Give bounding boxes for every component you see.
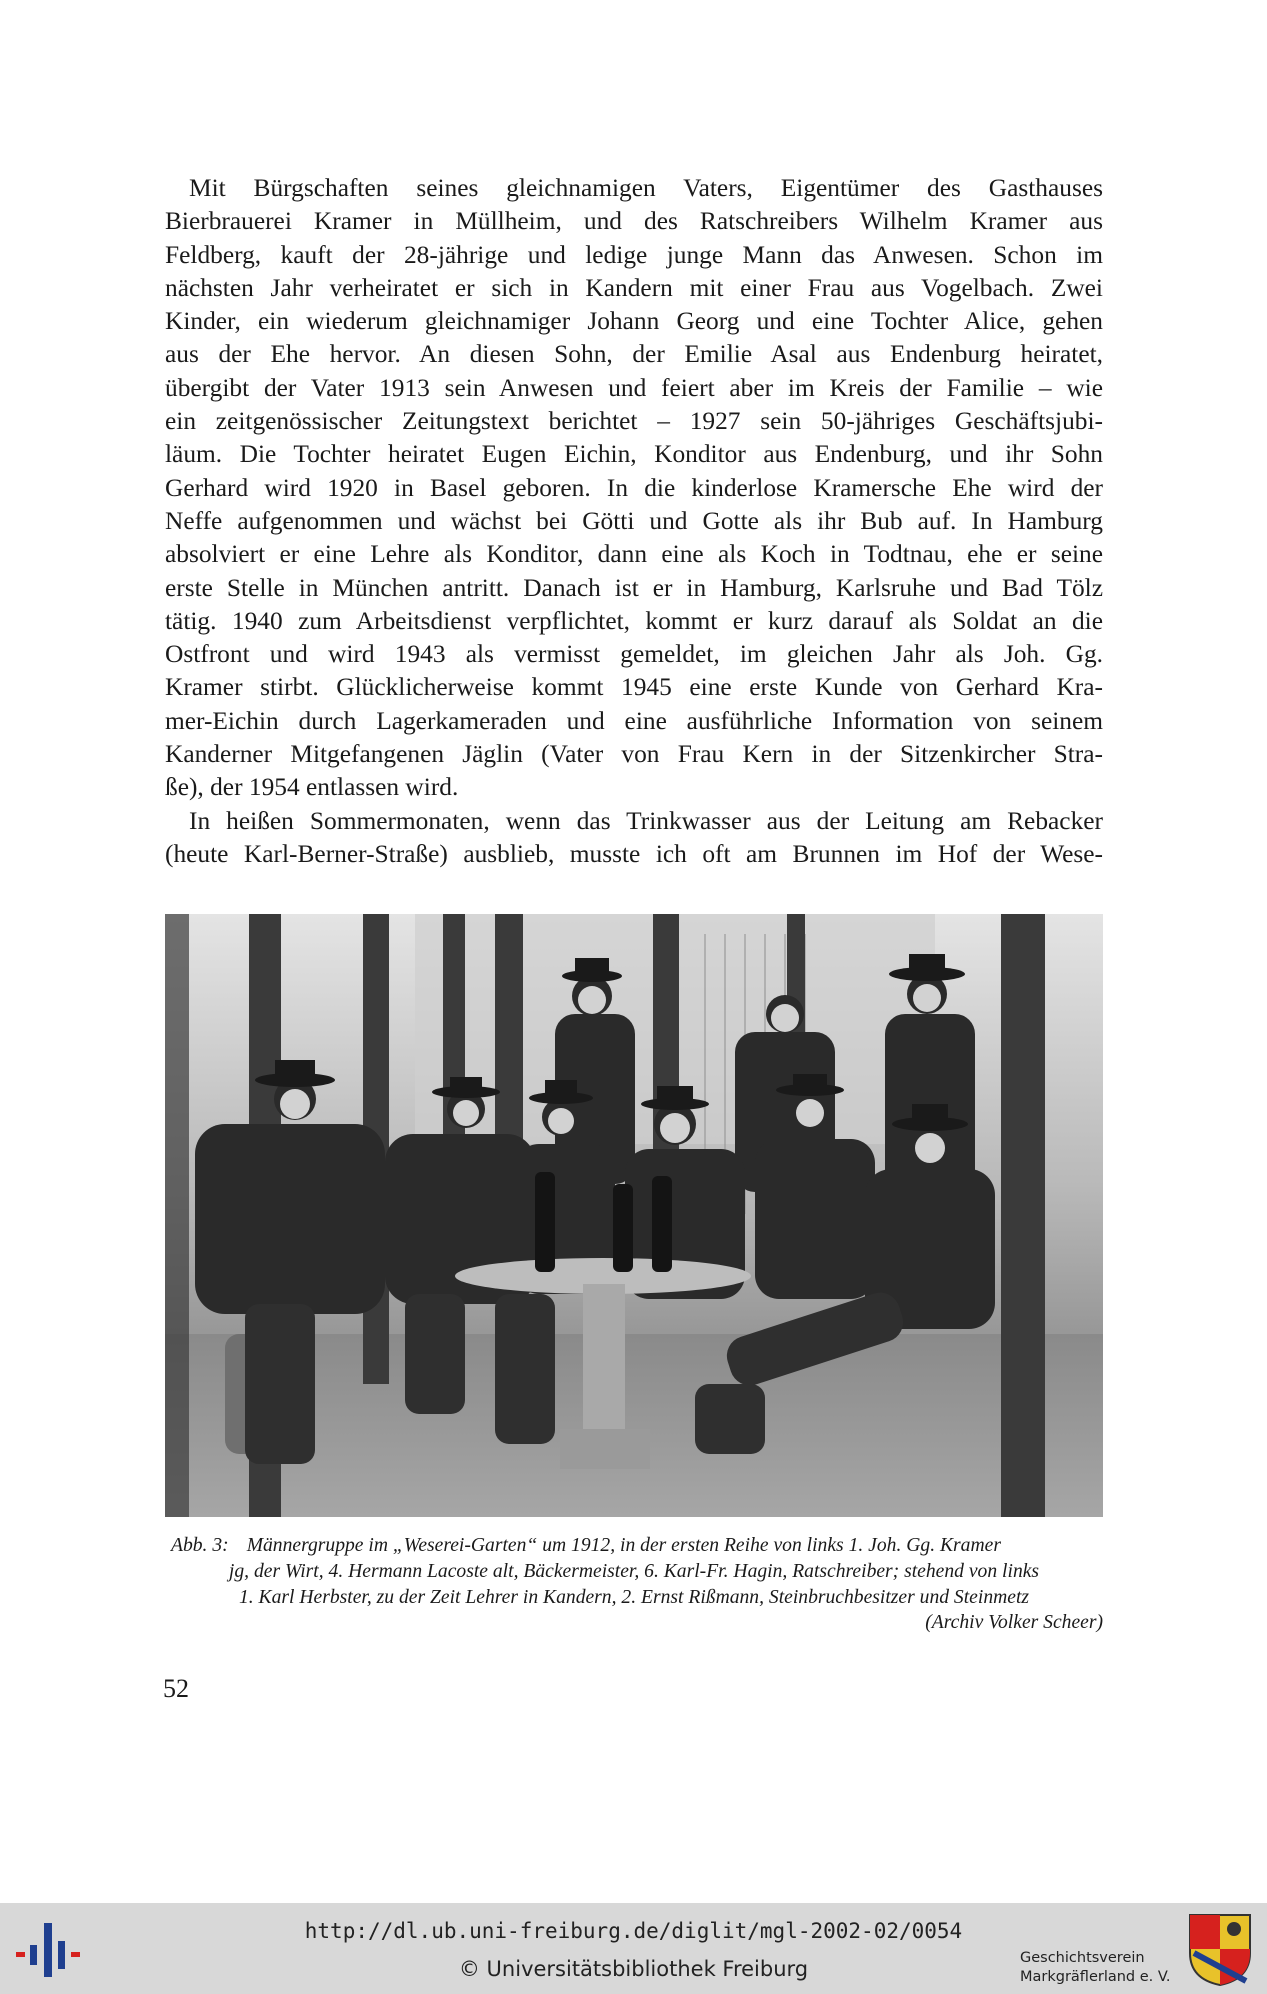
- society-name: [1020, 1949, 1180, 1987]
- text-line: Neffe aufgenommen und wächst bei Götti und Gotte als ihr Bub auf. In Hamburg: [165, 506, 1103, 535]
- document-url-link[interactable]: http://dl.ub.uni-freiburg.de/diglit/mgl-2002-02/0054: [304, 1919, 963, 1943]
- copyright-notice: © Universitätsbibliothek Freiburg: [458, 1957, 809, 1981]
- text-line: mer-Eichin durch Lagerkameraden und eine ausführliche Information von seinem: [165, 706, 1103, 735]
- text-line: Mit Bürgschaften seines gleichnamigen Vaters, Eigentümer des Gasthauses: [189, 174, 1103, 202]
- text-line: Kramer stirbt. Glücklicherweise kommt 1945 eine erste Kunde von Gerhard Kra-: [165, 673, 1103, 702]
- text-line: (heute Karl-Berner-Straße) ausblieb, musste ich oft am Brunnen im Hof der Wese-: [165, 839, 1103, 868]
- text-line: tätig. 1940 zum Arbeitsdienst verpflichtet, kommt er kurz darauf als Soldat an die: [165, 606, 1103, 635]
- text-line: Gerhard wird 1920 in Basel geboren. In die kinderlose Kramersche Ehe wird der: [165, 473, 1103, 502]
- text-line: erste Stelle in München antritt. Danach ist er in Hamburg, Karlsruhe und Bad Tölz: [165, 573, 1103, 602]
- text-line: ße), der 1954 entlassen wird.: [165, 773, 459, 802]
- text-line: läum. Die Tochter heiratet Eugen Eichin, Konditor aus Endenburg, und ihr Sohn: [165, 440, 1103, 469]
- society-name-line: Markgräflerland e. V.: [1020, 1969, 1171, 1985]
- body-text: [165, 172, 1103, 871]
- text-line: In heißen Sommermonaten, wenn das Trinkwasser aus der Leitung am Rebacker: [189, 806, 1103, 835]
- text-line: aus der Ehe hervor. An diesen Sohn, der Emilie Asal aus Endenburg heiratet,: [165, 340, 1103, 369]
- footer-bar: [0, 1903, 1267, 1994]
- historical-group-photo: [165, 914, 1103, 1517]
- page-number: 52: [163, 1674, 189, 1703]
- text-line: Kinder, ein wiederum gleichnamiger Johann Georg und eine Tochter Alice, gehen: [165, 307, 1103, 336]
- text-line: nächsten Jahr verheiratet er sich in Kandern mit einer Frau aus Vogelbach. Zwei: [165, 273, 1103, 302]
- text-line: Kanderner Mitgefangenen Jäglin (Vater von Frau Kern in der Sitzenkircher Stra-: [165, 740, 1103, 769]
- caption-label: Abb. 3:: [171, 1535, 229, 1556]
- caption-text: Männergruppe im „Weserei-Garten“ um 1912, in der ersten Reihe von links 1. Joh. Gg. Kramer: [246, 1535, 1001, 1556]
- text-line: absolviert er eine Lehre als Konditor, dann eine als Koch in Todtnau, ehe er seine: [165, 540, 1103, 569]
- figure-caption: [165, 1533, 1103, 1636]
- text-line: Bierbrauerei Kramer in Müllheim, und des Ratschreibers Wilhelm Kramer aus: [165, 207, 1103, 236]
- ub-freiburg-logo-icon: [14, 1919, 84, 1981]
- caption-line: 1. Karl Herbster, zu der Zeit Lehrer in Kandern, 2. Ernst Rißmann, Steinbruchbesitzer und Steinmetz: [238, 1586, 1030, 1608]
- text-line: Feldberg, kauft der 28-jährige und ledige junge Mann das Anwesen. Schon im: [165, 240, 1103, 269]
- text-line: übergibt der Vater 1913 sein Anwesen und feiert aber im Kreis der Familie – wie: [165, 373, 1103, 402]
- photo-illustration: [165, 914, 1103, 1517]
- text-line: ein zeitgenössischer Zeitungstext berichtet – 1927 sein 50-jähriges Geschäftsjubi-: [165, 407, 1103, 436]
- paragraph-1: [165, 172, 1103, 805]
- society-name-line: Geschichtsverein: [1020, 1950, 1145, 1966]
- text-line: Ostfront und wird 1943 als vermisst gemeldet, im gleichen Jahr als Joh. Gg.: [165, 640, 1103, 669]
- caption-line: jg, der Wirt, 4. Hermann Lacoste alt, Bäckermeister, 6. Karl-Fr. Hagin, Ratschreiber; stehend von links: [228, 1560, 1040, 1582]
- photo-credit: (Archiv Volker Scheer): [925, 1612, 1103, 1634]
- paragraph-2: [165, 805, 1103, 872]
- coat-of-arms-icon: [1188, 1913, 1252, 1987]
- caption-line: [165, 1533, 1103, 1559]
